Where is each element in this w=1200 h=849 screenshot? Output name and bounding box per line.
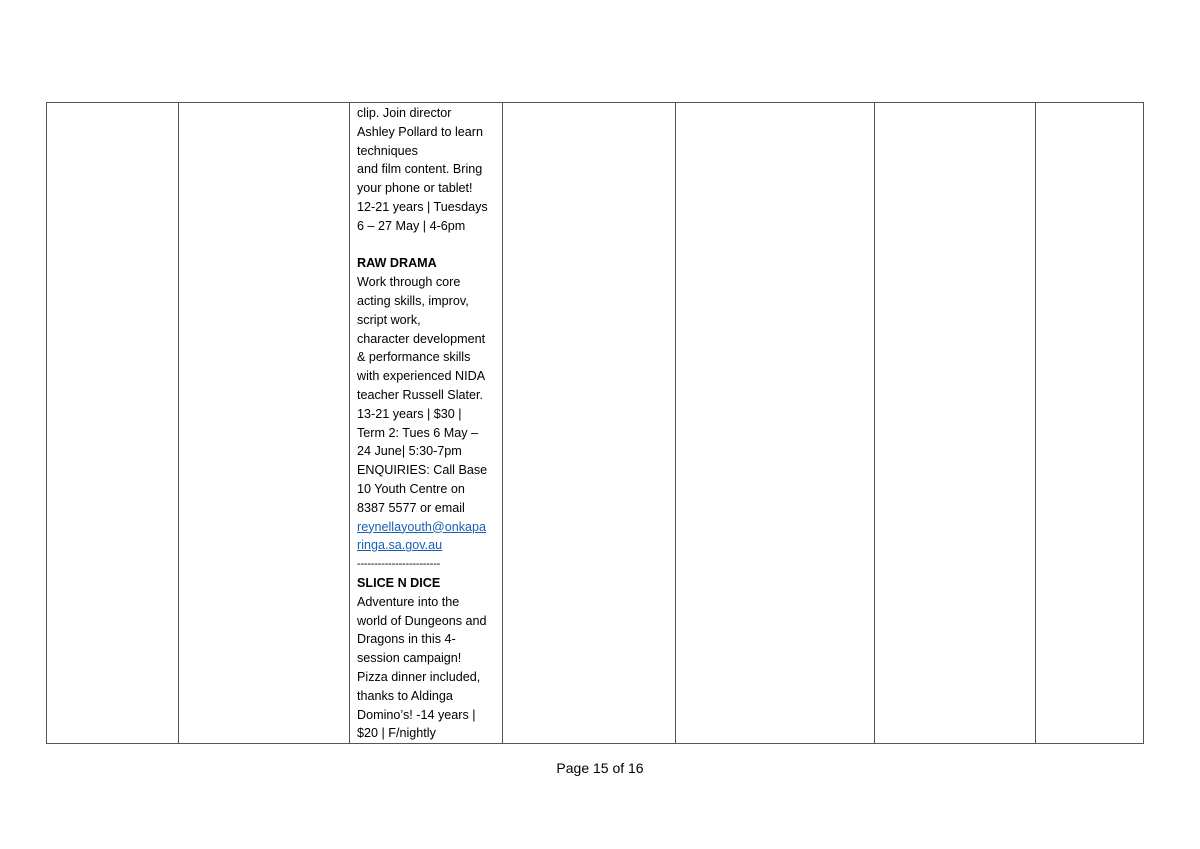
raw-drama-line: Work through core — [357, 275, 461, 290]
raw-drama-line: 13-21 years | $30 | — [357, 406, 462, 421]
separator-line: ------------------------ — [357, 558, 441, 571]
intro-line: and film content. Bring — [357, 162, 483, 177]
slice-line: session campaign! — [357, 651, 462, 666]
slice-n-dice-heading: SLICE N DICE — [357, 575, 441, 590]
raw-drama-line: ENQUIRIES: Call Base — [357, 463, 488, 478]
slice-line: Pizza dinner included, — [357, 669, 481, 684]
raw-drama-line: with experienced NIDA — [357, 369, 486, 384]
table-cell-col5 — [676, 103, 875, 744]
email-link[interactable]: reynellayouth@onkapa — [357, 519, 487, 534]
page-number: Page 15 of 16 — [556, 760, 644, 776]
table-cell-programs — [350, 103, 503, 744]
table-cell-col4 — [503, 103, 676, 744]
schedule-table — [46, 102, 1144, 744]
slice-line: thanks to Aldinga — [357, 688, 453, 703]
raw-drama-heading: RAW DRAMA — [357, 256, 437, 271]
blank-line — [357, 236, 496, 255]
slice-line: world of Dungeons and — [357, 613, 487, 628]
raw-drama-line: script work, — [357, 312, 421, 327]
raw-drama-line: character development — [357, 331, 486, 346]
raw-drama-line: 10 Youth Centre on — [357, 481, 465, 496]
table-cell-col7 — [1036, 103, 1144, 744]
intro-line: Ashley Pollard to learn — [357, 124, 484, 139]
raw-drama-line: teacher Russell Slater. — [357, 387, 483, 402]
slice-line: $20 | F/nightly — [357, 726, 436, 741]
slice-line: Adventure into the — [357, 594, 460, 609]
intro-line: 12-21 years | Tuesdays — [357, 199, 488, 214]
raw-drama-line: & performance skills — [357, 350, 471, 365]
programs-text — [350, 103, 502, 743]
table-cell-col2 — [179, 103, 350, 744]
intro-line: clip. Join director — [357, 106, 452, 120]
intro-line: techniques — [357, 143, 418, 158]
table-cell-col1 — [47, 103, 179, 744]
intro-line: 6 – 27 May | 4-6pm — [357, 218, 466, 233]
email-link[interactable]: ringa.sa.gov.au — [357, 538, 443, 553]
raw-drama-line: acting skills, improv, — [357, 293, 469, 308]
raw-drama-line: 8387 5577 or email — [357, 500, 465, 515]
slice-line: Dragons in this 4- — [357, 632, 456, 647]
slice-line: Domino’s! -14 years | — [357, 707, 476, 722]
table-row — [47, 103, 1144, 744]
raw-drama-line: Term 2: Tues 6 May – — [357, 425, 479, 440]
intro-line: your phone or tablet! — [357, 181, 473, 196]
table-cell-col6 — [875, 103, 1036, 744]
raw-drama-line: 24 June| 5:30-7pm — [357, 444, 462, 459]
